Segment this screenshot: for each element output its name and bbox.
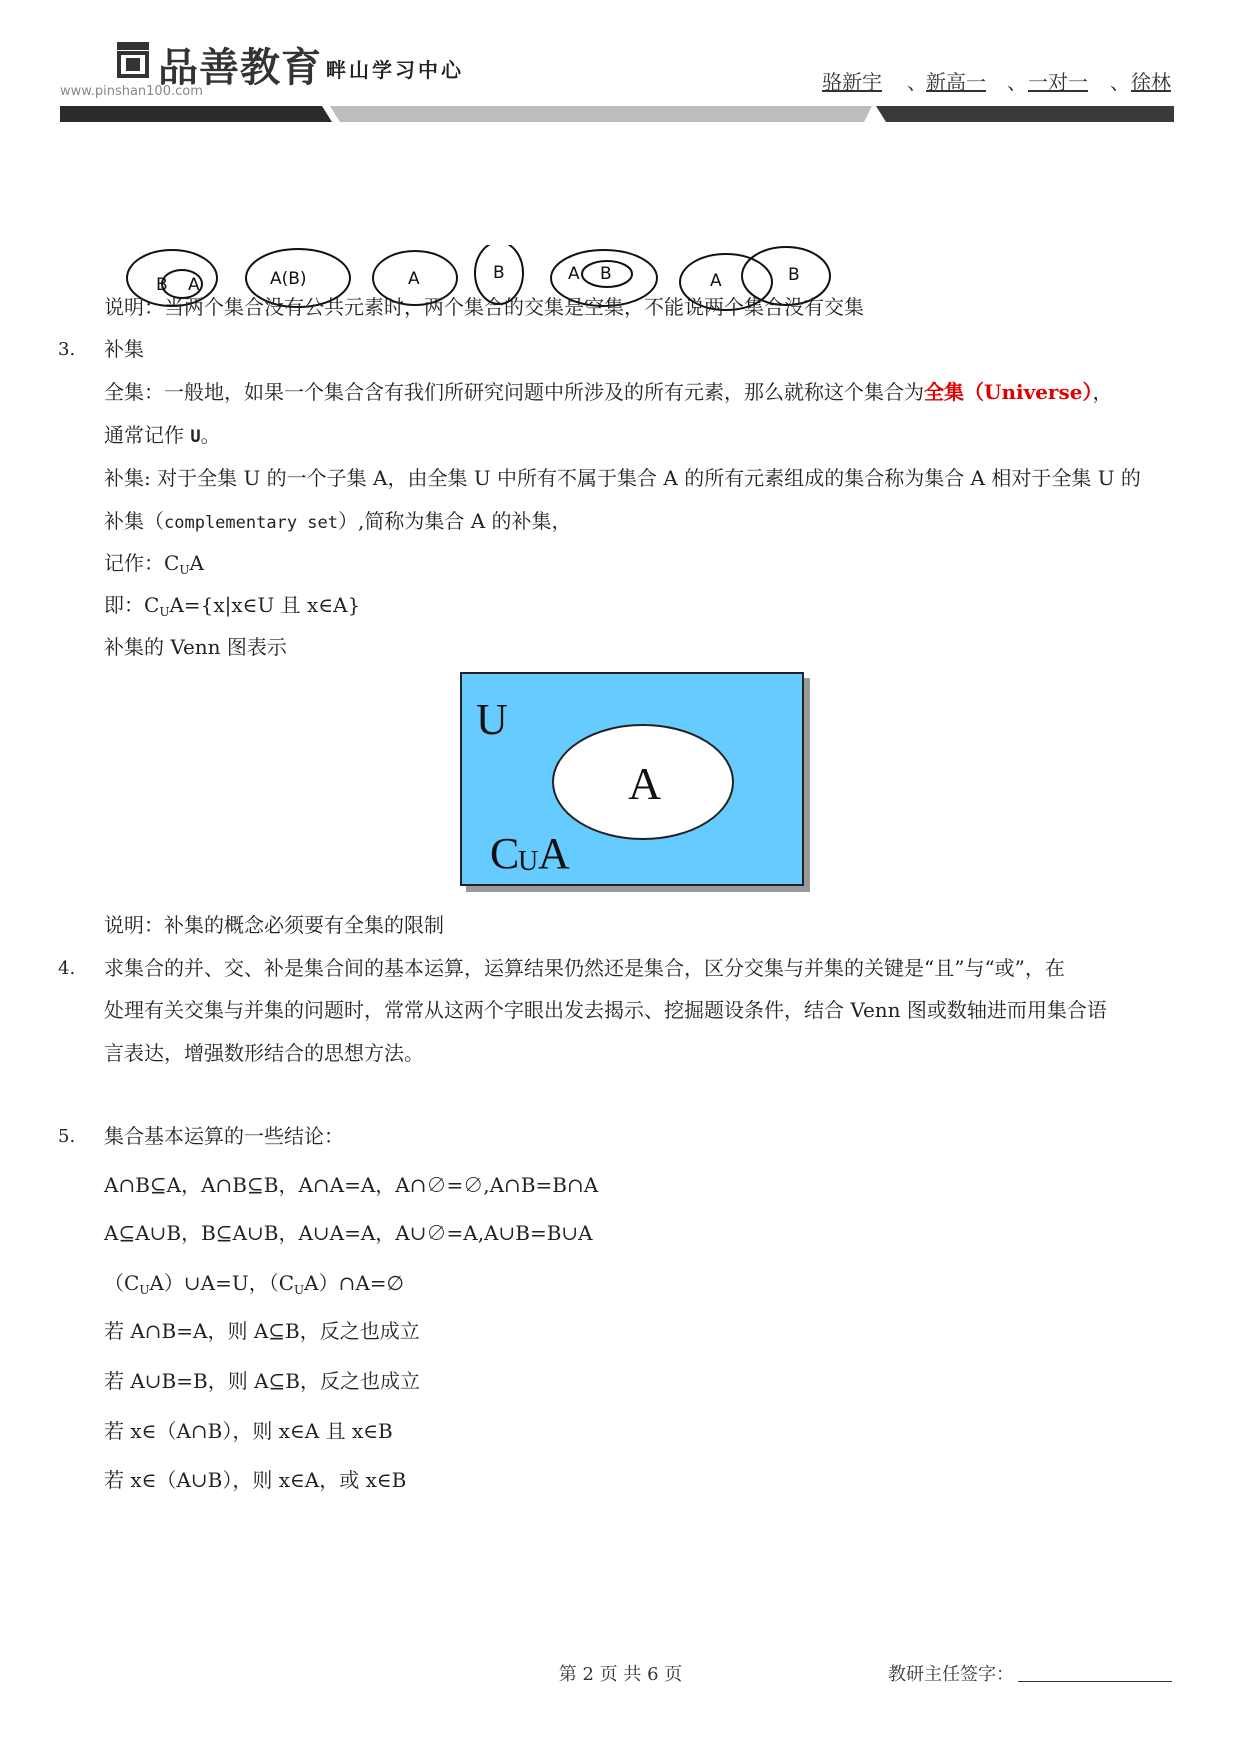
signature-line <box>1018 1681 1172 1682</box>
formula-line: 若 A∩B=A，则 A⊆B，反之也成立 <box>104 1319 420 1343</box>
header-meta-teacher: 骆新宇 <box>822 70 882 94</box>
universe-definition: 全集：一般地，如果一个集合含有我们所研究问题中所涉及的所有元素，那么就称这个集合为全集（Universe）， <box>104 380 1113 404</box>
header-meta-sep: 、 <box>1110 70 1130 94</box>
header-meta-student: 徐林 <box>1131 70 1171 94</box>
venn-caption: 补集的 Venn 图表示 <box>104 635 287 659</box>
paragraph-line: 求集合的并、交、补是集合间的基本运算，运算结果仍然还是集合，区分交集与并集的关键是“且”与“或”，在 <box>104 956 1065 980</box>
venn-label: A <box>568 264 580 284</box>
complement-label-u: U <box>518 846 539 877</box>
header-meta-grade: 新高一 <box>926 70 986 94</box>
logo-url: www.pinshan100.com <box>60 84 203 99</box>
logo-brand: 品善教育 <box>158 45 322 91</box>
set-a-label: A <box>628 758 662 809</box>
venn-label: A <box>408 269 420 289</box>
section-number: 4. <box>58 958 76 979</box>
section-title: 集合基本运算的一些结论： <box>104 1124 344 1148</box>
universe-label: U <box>476 695 508 744</box>
section-number: 5. <box>58 1126 76 1147</box>
complement-venn-figure <box>460 672 812 894</box>
formula-line: A∩B⊆A，A∩B⊆B，A∩A=A，A∩∅=∅,A∩B=B∩A <box>104 1173 599 1197</box>
complement-label-c: C <box>490 829 520 878</box>
formula-line: 若 A∪B=B，则 A⊆B，反之也成立 <box>104 1369 420 1393</box>
universe-term: 全集（Universe） <box>924 380 1093 404</box>
complement-notation: 记作：$C_UA$ <box>104 551 204 577</box>
complement-label-a: A <box>538 829 570 878</box>
complement-definition: 补集: 对于全集 U 的一个子集 A，由全集 U 中所有不属于集合 A 的所有元素组成的集合称为集合 A 相对于全集 U 的 <box>104 466 1141 490</box>
header-band <box>60 106 1174 122</box>
paragraph-line: 处理有关交集与并集的问题时，常常从这两个字眼出发去揭示、挖掘题设条件，结合 Venn 图或数轴进而用集合语 <box>104 998 1107 1022</box>
venn-label: A <box>188 275 200 295</box>
venn-label: A(B) <box>270 269 307 289</box>
paragraph-line: 言表达，增强数形结合的思想方法。 <box>104 1041 424 1065</box>
formula-line: 若 x∈（A∪B），则 x∈A，或 x∈B <box>104 1468 407 1492</box>
venn-label: A <box>710 271 722 291</box>
section-title: 补集 <box>104 337 144 361</box>
formula-line: A⊆A∪B，B⊆A∪B，A∪A=A，A∪∅=A,A∪B=B∪A <box>104 1221 593 1245</box>
venn-label: B <box>600 264 612 284</box>
venn-label: B <box>493 263 505 283</box>
note-disjoint: 说明：当两个集合没有公共元素时，两个集合的交集是空集，不能说两个集合没有交集 <box>104 295 864 319</box>
universe-definition-cont: 通常记作 U。 <box>104 423 221 447</box>
venn-label: B <box>156 275 168 295</box>
page-number: 第 2 页 共 6 页 <box>558 1664 683 1685</box>
header-meta-sep: 、 <box>907 70 927 94</box>
section-number: 3. <box>58 339 76 360</box>
note-complement: 说明：补集的概念必须要有全集的限制 <box>104 913 444 937</box>
complement-definition-cont: 补集（complementary set）,简称为集合 A 的补集， <box>104 509 572 533</box>
signature-label: 教研主任签字： <box>888 1664 1014 1685</box>
logo-book-icon <box>116 40 150 78</box>
header-meta-type: 一对一 <box>1028 70 1088 94</box>
header-meta-sep: 、 <box>1007 70 1027 94</box>
logo-center-name: 畔山学习中心 <box>326 58 464 82</box>
formula-line: $(C_UA)\cup A=U$，$(C_UA)\cap A=\emptyset$ <box>104 1271 404 1297</box>
venn-label: B <box>788 265 800 285</box>
formula-line: 若 x∈（A∩B），则 x∈A 且 x∈B <box>104 1419 393 1443</box>
complement-set-builder: 即：$C_UA=\{x|x\in U$ 且 x∈A} <box>104 593 361 619</box>
